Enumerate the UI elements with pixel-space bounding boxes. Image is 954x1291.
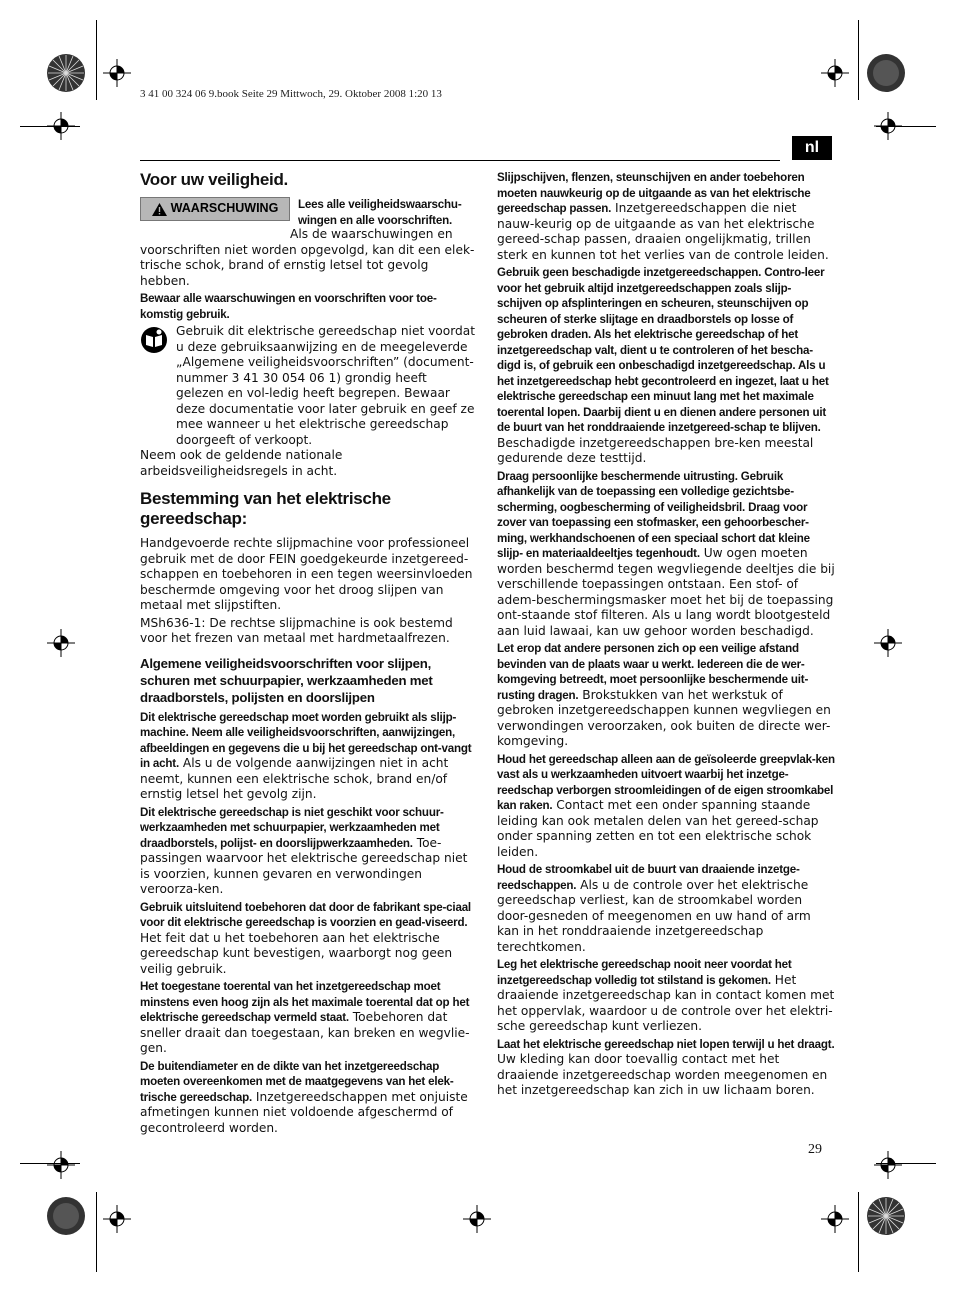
paragraph: Laat het elektrische gereedschap niet lopen terwijl u het draagt. Uw kleding kan door toevallig contact met het draaiende inzetgereedschap worden meegenomen en het inzetgereedschap kan zich in uw lichaam boren. bbox=[497, 1037, 835, 1097]
paragraph: Slijpschijven, flenzen, steunschijven en ander toebehoren moeten nauwkeurig op de uitgaande as van het elektrische gereedschap passen. Inzetgereedschappen die niet nauw-keurig op de uitgaande as van het elektrische gereed-schap passen, draaien ongelijkmatig, trillen sterk en kunnen tot het verlies van de controle leiden. bbox=[497, 171, 829, 262]
crosshair-icon bbox=[46, 628, 76, 658]
paragraph: Dit elektrische gereedschap moet worden gebruikt als slijp-machine. Neem alle veiligheidsvoorschriften, aanwijzingen, afbeeldingen en gegevens die u bij het gereedschap ont-vangt in acht. Als u de volgende aanwijzingen niet in acht neemt, kunnen een elektrische schok, brand en/of ernstig letsel het gevolg zijn. bbox=[140, 710, 472, 801]
paragraph: Let erop dat andere personen zich op een veilige afstand bevinden van de plaats waar u werkt. Iedereen die de wer-komgeving betreedt, moet persoonlijke beschermende uit-rusting dragen. Brokstukken van het werkstuk of gebroken inzetgereedschappen kunnen wegvliegen en verwondingen veroorzaken, ook buiten de directe wer-komgeving. bbox=[497, 642, 831, 748]
header-rule bbox=[140, 160, 780, 161]
intended-use-p2: MSh636-1: De rechtse slijpmachine is ook bestemd voor het frezen van metaal met hardmetaalfrezen. bbox=[140, 615, 453, 645]
paragraph: Houd het gereedschap alleen aan de geïsoleerde greepvlak-ken vast als u werkzaamheden uitvoert waarbij het inzetge-reedschap verborgen stroomleidingen of de eigen stroomkabel kan raken. Contact met een onder spanning staande leiding kan ook metalen delen van het gereed-schap onder spanning zetten en tot een elektrische schok leiden. bbox=[497, 752, 835, 859]
crosshair-icon bbox=[873, 1150, 903, 1180]
crosshair-icon bbox=[102, 1204, 132, 1234]
left-column bbox=[140, 170, 478, 1138]
language-tab: nl bbox=[792, 136, 832, 160]
crosshair-icon bbox=[46, 111, 76, 141]
crosshair-icon bbox=[873, 628, 903, 658]
warning-continuation: Als de waarschuwingen en voorschriften niet worden opgevolgd, kan dit een elek-trische schok, brand of ernstig letsel tot gevolg hebben. bbox=[140, 227, 475, 288]
warning-text: Lees alle veiligheidswaarschu-wingen en alle voorschriften. bbox=[298, 198, 462, 227]
read-manual-row bbox=[140, 324, 478, 448]
crosshair-icon bbox=[102, 58, 132, 88]
right-column bbox=[497, 170, 835, 1101]
crop-mark bbox=[96, 1192, 97, 1272]
crosshair-icon bbox=[462, 1204, 492, 1234]
intended-use-p1: Handgevoerde rechte slijpmachine voor professioneel gebruik met de door FEIN goedgekeurde inzetgereed-schappen en toebehoren in een tegen weersinvloeden beschermde omgeving voor het droog slijpen van metaal met slijpstiften. bbox=[140, 536, 473, 612]
warning-row bbox=[140, 197, 478, 228]
crosshair-icon bbox=[820, 1204, 850, 1234]
paragraph: Het toegestane toerental van het inzetgereedschap moet minstens even hoog zijn als het maximale toerental dat op het elektrische gereedschap vermeld staat. Toebehoren dat sneller draait dan toegestaan, kan breken en wegvlie-gen. bbox=[140, 980, 470, 1055]
warning-label: WAARSCHUWING bbox=[170, 201, 279, 216]
heading-safety: Voor uw veiligheid. bbox=[140, 170, 288, 189]
paragraph: De buitendiameter en de dikte van het inzetgereedschap moeten overeenkomen met de maatgegevens van het elek-trische gereedschap. Inzetgereedschappen met onjuiste afmetingen kunnen niet voldoende afgeschermd of gecontroleerd worden. bbox=[140, 1059, 468, 1135]
registration-starburst-icon bbox=[46, 53, 86, 93]
crosshair-icon bbox=[873, 111, 903, 141]
registration-starburst-icon bbox=[866, 1196, 906, 1236]
crosshair-icon bbox=[820, 58, 850, 88]
paragraph: Draag persoonlijke beschermende uitrusting. Gebruik afhankelijk van de toepassing een volledige gezichtsbe-scherming, oogbescherming of veiligheidsbril. Draag voor zover van toepassing een stofmasker, een gehoorbescher-ming, werkhandschoenen of een speciaal schort dat kleine slijp- en materiaaldeeltjes tegenhoudt. Uw ogen moeten worden beschermd tegen wegvliegende deeltjes die bij verschillende toepassingen ontstaan. Een stof- of adem-beschermingsmasker moet het bij de toepassing ont-staande stof filteren. Als u lang wordt blootgesteld aan luid lawaai, kan uw gehoor worden beschadigd. bbox=[497, 469, 835, 638]
read-manual-text: Gebruik dit elektrische gereedschap niet voordat u deze gebruiksaanwijzing en de meegeleverde „Algemene veiligheidsvoorschriften” (document-nummer 3 41 30 054 06 1) grondig heeft gelezen en vol-ledig heeft begrepen. Bewaar deze documentatie voor later gebruik en geef ze mee wanneer u het elektrische gereedschap doorgeeft of verkoopt. bbox=[176, 324, 475, 447]
paragraph: Houd de stroomkabel uit de buurt van draaiende inzetge-reedschappen. Als u de controle over het elektrische gereedschap verliest, kan de stroomkabel worden door-gesneden of meegenomen en uw hand of arm kan in het ronddraaiende inzetgereedschap terechtkomen. bbox=[497, 863, 811, 954]
warning-triangle-icon bbox=[152, 203, 167, 216]
heading-general-safety: Algemene veiligheidsvoorschriften voor slijpen, schuren met schuurpapier, werkzaamheden met draadborstels, polijsten en doorslijpen bbox=[140, 655, 433, 705]
read-manual-icon bbox=[140, 326, 168, 354]
paragraph: Leg het elektrische gereedschap nooit neer voordat het inzetgereedschap volledig tot stilstand is gekomen. Het draaiende inzetgereedschap kan in contact komen met het oppervlak, waardoor u de controle over het elektri-sche gereedschap kunt verliezen. bbox=[497, 958, 835, 1033]
heading-intended-use: Bestemming van het elektrische gereedschap: bbox=[140, 489, 391, 528]
paragraph: Dit elektrische gereedschap is niet geschikt voor schuur-werkzaamheden met schuurpapier, werkzaamheden met draadborstels, polijst- en doorslijpwerkzaamheden. Toe-passingen waarvoor het elektrische gereedschap niet is voorzien, kunnen gevaren en verwondingen veroorza-ken. bbox=[140, 805, 468, 896]
keep-instructions-text: Bewaar alle waarschuwingen en voorschriften voor toe-komstig gebruik. bbox=[140, 292, 437, 321]
national-rules-text: Neem ook de geldende nationale arbeidsveiligheidsregels in acht. bbox=[140, 448, 343, 478]
paragraph: Gebruik uitsluitend toebehoren dat door de fabrikant spe-ciaal voor dit elektrische gereedschap is voorzien en gead-viseerd. Het feit dat u het toebehoren aan het elektrische gereedschap kunt bevestigen, waarborgt nog geen veilig gebruik. bbox=[140, 900, 471, 976]
file-info-header: 3 41 00 324 06 9.book Seite 29 Mittwoch, 29. Oktober 2008 1:20 13 bbox=[140, 88, 442, 100]
paragraph: Gebruik geen beschadigde inzetgereedschappen. Contro-leer voor het gebruik altijd inzetgereedschappen zoals slijp-schijven op afsplinteringen en scheuren, steunschijven op scheuren of sterke slijtage en draadborstels op losse of gebroken draden. Als het elektrische gereedschap of het inzetgereedschap valt, dient u te controleren of het bescha-digd is, of gebruik een onbeschadigd inzetgereedschap. Als u het inzetgereedschap hebt gecontroleerd en ingezet, laat u het elektrische gereedschap een minuut lang met het maximale toerental lopen. Daarbij dient u en dienen andere personen uit de buurt van het ronddraaiende inzetgereed-schap te blijven. Beschadigde inzetgereedschappen bre-ken meestal gedurende deze testtijd. bbox=[497, 266, 829, 465]
crop-mark bbox=[96, 20, 97, 100]
crop-mark bbox=[858, 1192, 859, 1272]
registration-dot-icon bbox=[866, 53, 906, 93]
page-number: 29 bbox=[808, 1142, 822, 1157]
crop-mark bbox=[858, 20, 859, 100]
registration-dot-icon bbox=[46, 1196, 86, 1236]
crosshair-icon bbox=[46, 1150, 76, 1180]
warning-badge bbox=[140, 197, 290, 221]
